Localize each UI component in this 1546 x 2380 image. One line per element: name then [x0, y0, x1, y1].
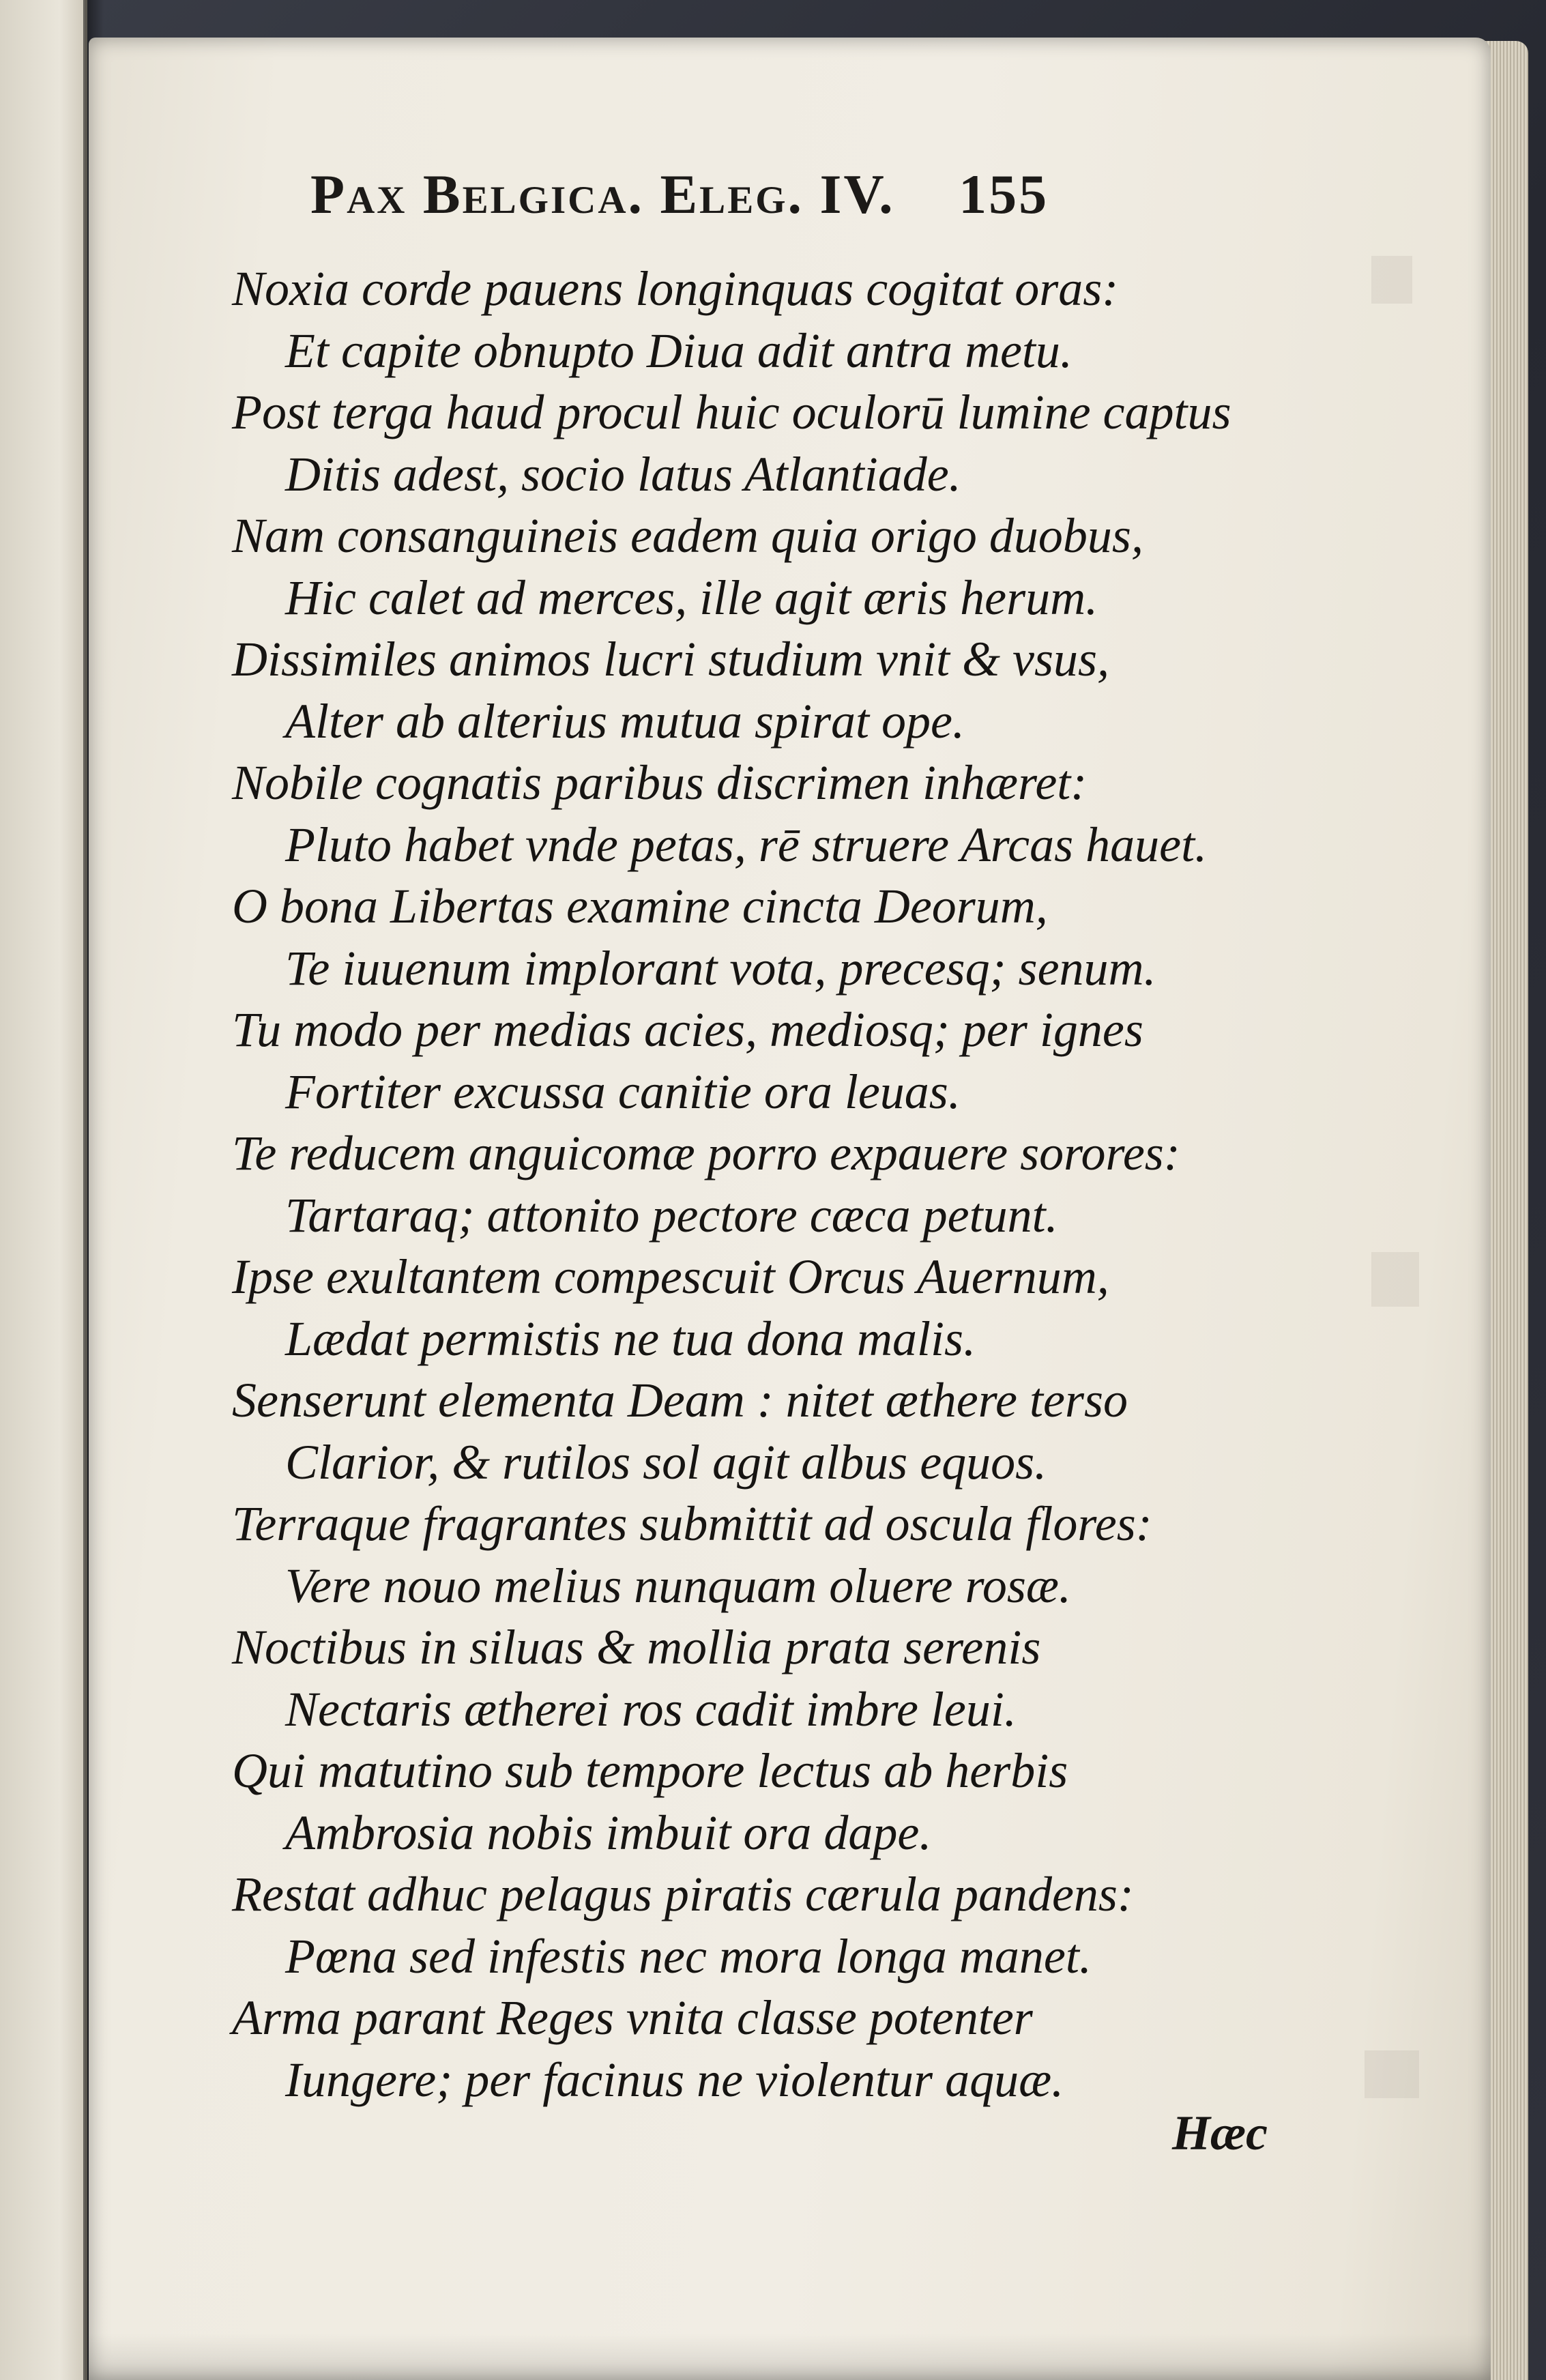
- verse-line-hexameter: Dissimiles animos lucri studium vnit & vsus,: [232, 632, 1110, 686]
- catchword: Hæc: [1172, 2106, 1268, 2160]
- verse-line-hexameter: Post terga haud procul huic oculorū lumine captus: [232, 385, 1231, 439]
- verse-line-hexameter: Qui matutino sub tempore lectus ab herbis: [232, 1743, 1068, 1798]
- verse-line-pentameter: Pluto habet vnde petas, rē struere Arcas hauet.: [285, 817, 1208, 872]
- verse-line-pentameter: Fortiter excussa canitie ora leuas.: [285, 1064, 961, 1119]
- verse-line-pentameter: Hic calet ad merces, ille agit æris herum.: [285, 570, 1098, 625]
- verse-line-hexameter: O bona Libertas examine cincta Deorum,: [232, 879, 1048, 933]
- verse-line-pentameter: Tartaraq; attonito pectore cæca petunt.: [285, 1187, 1058, 1243]
- page-bottom-shadow: [89, 2334, 1491, 2380]
- facing-page-edge: [0, 0, 87, 2380]
- verse-line-hexameter: Te reducem anguicomæ porro expauere sorores:: [232, 1126, 1180, 1180]
- show-through-mark: [1371, 256, 1412, 304]
- verse-line-pentameter: Te iuuenum implorant vota, precesq; senum.: [285, 940, 1156, 996]
- verse-line-hexameter: Noxia corde pauens longinquas cogitat oras:: [232, 261, 1119, 316]
- verse-line-pentameter: Et capite obnupto Diua adit antra metu.: [285, 323, 1073, 378]
- verse-line-pentameter: Pœna sed infestis nec mora longa manet.: [285, 1928, 1092, 1984]
- verse-line-hexameter: Nam consanguineis eadem quia origo duobus,: [232, 508, 1143, 563]
- show-through-mark: [1365, 2050, 1419, 2098]
- verse-line-hexameter: Tu modo per medias acies, mediosq; per ignes: [232, 1002, 1143, 1057]
- show-through-mark: [1371, 1252, 1419, 1307]
- verse-line-pentameter: Alter ab alterius mutua spirat ope.: [285, 693, 965, 749]
- verse-line-pentameter: Nectaris ætherei ros cadit imbre leui.: [285, 1681, 1017, 1737]
- verse-line-pentameter: Clarior, & rutilos sol agit albus equos.: [285, 1434, 1047, 1490]
- verse-line-pentameter: Iungere; per facinus ne violentur aquæ.: [285, 2052, 1064, 2107]
- verse-line-hexameter: Noctibus in siluas & mollia prata serenis: [232, 1620, 1041, 1674]
- verse-line-hexameter: Senserunt elementa Deam : nitet æthere terso: [232, 1373, 1128, 1427]
- running-header: [310, 162, 1252, 227]
- verse-line-hexameter: Nobile cognatis paribus discrimen inhæret:: [232, 755, 1088, 810]
- verse-line-hexameter: Terraque fragrantes submittit ad oscula flores:: [232, 1496, 1152, 1551]
- verse-line-hexameter: Ipse exultantem compescuit Orcus Auernum,: [232, 1249, 1109, 1304]
- running-title: Pax Belgica. Eleg. IV.: [310, 163, 895, 225]
- page-number: 155: [959, 163, 1049, 225]
- verse-line-pentameter: Lædat permistis ne tua dona malis.: [285, 1311, 976, 1366]
- verse-block: [232, 258, 1255, 2110]
- verse-line-hexameter: Restat adhuc pelagus piratis cærula pandens:: [232, 1867, 1134, 1921]
- verse-line-pentameter: Vere nouo melius nunquam oluere rosæ.: [285, 1558, 1071, 1613]
- verse-line-pentameter: Ditis adest, socio latus Atlantiade.: [285, 446, 961, 502]
- verse-line-pentameter: Ambrosia nobis imbuit ora dape.: [285, 1805, 932, 1860]
- verse-line-hexameter: Arma parant Reges vnita classe potenter: [232, 1990, 1033, 2045]
